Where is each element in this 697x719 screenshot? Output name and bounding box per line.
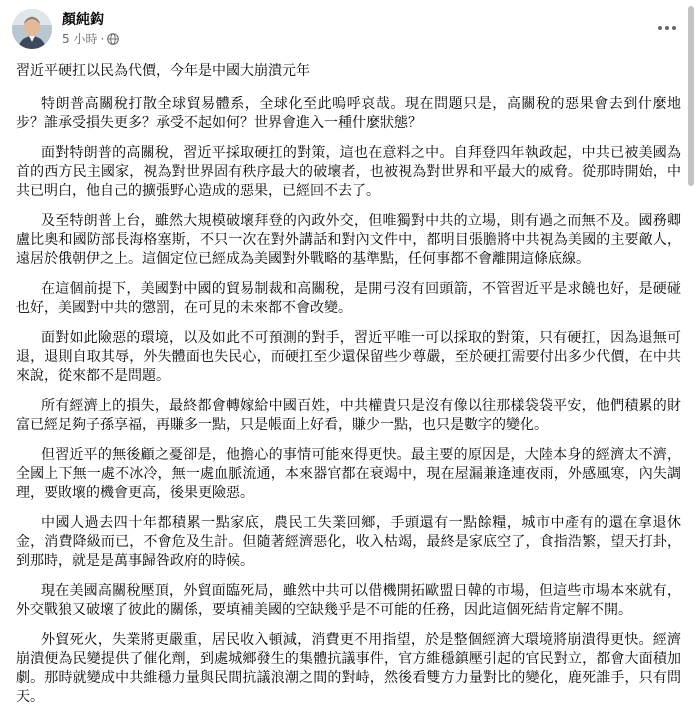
meta-separator: · [100, 32, 105, 46]
post-paragraph: 在這個前提下，美國對中國的貿易制裁和高關稅，是開弓沒有回頭箭，不管習近平是求饒也好，是硬碰也好，美國對中共的懲罰，在可見的未來都不會改變。 [16, 281, 681, 316]
avatar-photo [12, 9, 52, 49]
post-time[interactable]: 5 小時 [62, 32, 98, 46]
post-paragraph: 現在美國高關稅壓頂，外貿面臨死局，雖然中共可以借機開拓歐盟日韓的市場，但這些市場本來就有，外交戰狼又破壞了彼此的關係，要填補美國的空缺幾乎是不可能的任務，因此這個死結肯定解不開。 [16, 583, 681, 618]
author-name[interactable]: 顏純鈎 [62, 12, 104, 28]
post-paragraph: 中國人過去四十年都積累一點家底，農民工失業回鄉，手頭還有一點餘糧，城市中產有的還在拿退休金，消費降級而已，不會危及生計。但隨著經濟惡化，收入枯竭，最終是家底空了，食指浩繁，望天打卦，到那時，就是是萬事歸咎政府的時候。 [16, 515, 681, 569]
more-dot [658, 26, 662, 30]
post-paragraph: 特朗普高關稅打散全球貿易體系，全球化至此嗚呼哀哉。現在問題只是，高關稅的惡果會去到什麼地步？誰承受損失更多？承受不起如何？世界會進入一種什麼狀態？ [16, 96, 681, 131]
post-paragraph: 所有經濟上的損失，最終都會轉嫁給中國百姓，中共權貴只是沒有像以往那樣袋袋平安，他們積累的財富已經足夠子孫享福，再賺多一點，只是帳面上好看，賺少一點，也只是數字的變化。 [16, 398, 681, 433]
avatar[interactable] [12, 9, 52, 49]
post-title: 習近平硬扛以民為代價，今年是中國大崩潰元年 [16, 63, 310, 79]
more-dot [672, 26, 676, 30]
author-block [62, 11, 119, 47]
post-body [16, 62, 681, 718]
globe-icon[interactable] [107, 33, 119, 45]
post-meta [62, 31, 119, 47]
more-options-icon[interactable] [649, 10, 685, 46]
post-paragraph: 外貿死火，失業將更嚴重，居民收入頓減，消費更不用指望，於是整個經濟大環境將崩潰得更快。經濟崩潰便為民變提供了催化劑，到處城鄉發生的集體抗議事件，官方維穩鎮壓引起的官民對立，都會大面積加劇。那時就變成中共維穩力量與民間抗議浪潮之間的對峙，然後看雙方力量對比的變化，鹿死誰手，只有問天。 [16, 632, 681, 705]
post-header [12, 9, 119, 49]
scrollbar[interactable] [687, 0, 695, 719]
scrollbar-thumb[interactable] [688, 6, 694, 186]
more-dot [665, 26, 669, 30]
post-paragraph: 面對如此險惡的環境，以及如此不可預測的對手，習近平唯一可以採取的對策，只有硬扛，因為退無可退，退則自取其辱，外失體面也失民心，而硬扛至少還保留些少尊嚴，至於硬扛需要付出多少代價，在中共來說，從來都不是問題。 [16, 330, 681, 384]
post-paragraph: 及至特朗普上台，雖然大規模破壞拜登的內政外交，但唯獨對中共的立場，則有過之而無不及。國務卿盧比奧和國防部長海格塞斯，不只一次在對外講話和對內文件中，都明目張膽將中共視為美國的主要敵人，遠居於俄朝伊之上。這個定位已經成為美國對外戰略的基準點，任何事都不會離開這條底線。 [16, 213, 681, 267]
post-paragraph: 但習近平的無後顧之憂卻是，他擔心的事情可能來得更快。最主要的原因是，大陸本身的經濟太不濟，全國上下無一處不冰冷，無一處血脈流通，本來器官都在衰竭中，現在屋漏兼逢連夜雨，外感風寒，內失調理，要敗壞的機會更高，後果更險惡。 [16, 447, 681, 501]
post-paragraph: 面對特朗普的高關稅，習近平採取硬扛的對策，這也在意料之中。自拜登四年執政起，中共已被美國為首的西方民主國家，視為對世界固有秩序最大的破壞者，也被視為對世界和平最大的威脅。從那時開始，中共已明白，他自己的擴張野心造成的惡果，已經回不去了。 [16, 145, 681, 199]
